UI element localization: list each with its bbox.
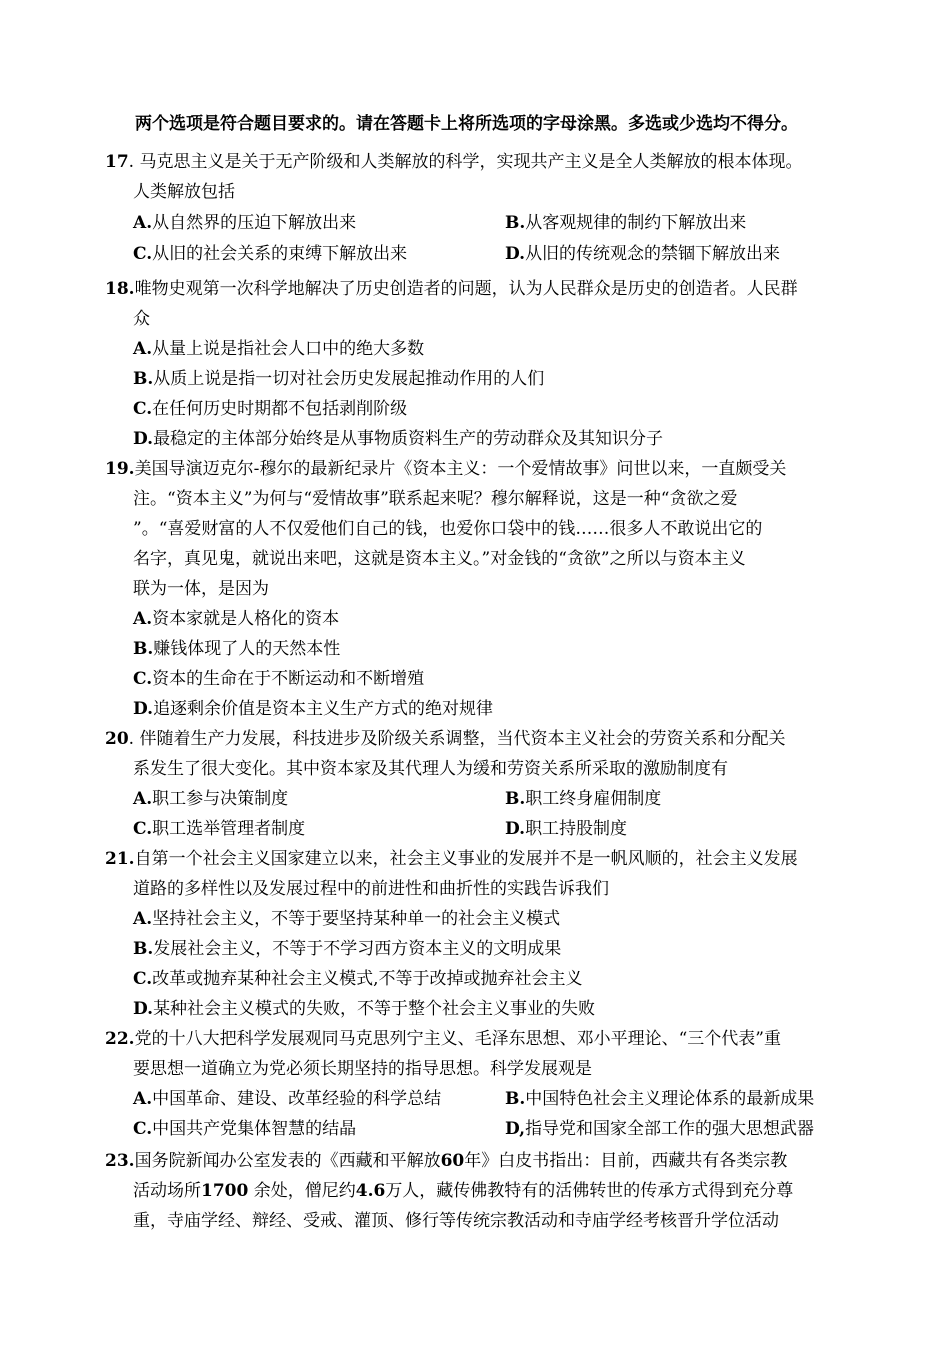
question-22-stem-line-1: 22.党的十八大把科学发展观同马克思列宁主义、毛泽东思想、邓小平理论、“三个代表”重 (105, 1029, 781, 1049)
option-d[interactable]: D.某种社会主义模式的失败，不等于整个社会主义事业的失败 (133, 999, 596, 1019)
question-19-stem-line-4: 名字，真见鬼，就说出来吧，这就是资本主义。”对金钱的“贪欲”之所以与资本主义 (133, 549, 746, 569)
question-23-stem-line-3: 重，寺庙学经、辩经、受戒、灌顶、修行等传统宗教活动和寺庙学经考核晋升学位活动 (133, 1211, 779, 1231)
option-c[interactable]: C.中国共产党集体智慧的结晶 (133, 1119, 357, 1139)
question-number: 17 (105, 152, 129, 172)
question-number: 19. (105, 459, 135, 479)
option-a[interactable]: A.坚持社会主义，不等于要坚持某种单一的社会主义模式 (133, 909, 561, 929)
option-a[interactable]: A.从量上说是指社会人口中的绝大多数 (133, 339, 425, 359)
option-c[interactable]: C.在任何历史时期都不包括剥削阶级 (133, 399, 408, 419)
option-c[interactable]: C.从旧的社会关系的束缚下解放出来 (133, 244, 408, 264)
question-17-stem-line-2: 人类解放包括 (133, 182, 235, 202)
question-17-stem-line-1: 17. 马克思主义是关于无产阶级和人类解放的科学，实现共产主义是全人类解放的根本体现。 (105, 152, 803, 172)
question-19-stem-line-2: 注。“资本主义”为何与“爱情故事”联系起来呢？穆尔解释说，这是一种“贪欲之爱 (133, 489, 738, 509)
option-d[interactable]: D.追逐剩余价值是资本主义生产方式的绝对规律 (133, 699, 494, 719)
option-b[interactable]: B.中国特色社会主义理论体系的最新成果 (505, 1089, 815, 1109)
question-number: 21. (105, 849, 135, 869)
option-b[interactable]: B.从质上说是指一切对社会历史发展起推动作用的人们 (133, 369, 545, 389)
question-18-stem-line-1: 18.唯物史观第一次科学地解决了历史创造者的问题，认为人民群众是历史的创造者。人民群 (105, 279, 798, 299)
option-b[interactable]: B.职工终身雇佣制度 (505, 789, 662, 809)
option-a[interactable]: A.资本家就是人格化的资本 (133, 609, 340, 629)
option-a[interactable]: A.中国革命、建设、改革经验的科学总结 (133, 1089, 442, 1109)
question-21-stem-line-2: 道路的多样性以及发展过程中的前进性和曲折性的实践告诉我们 (133, 879, 609, 899)
question-number: 20 (105, 729, 129, 749)
question-23-stem-line-2: 活动场所1700 余处，僧尼约4.6万人，藏传佛教特有的活佛转世的传承方式得到充分尊 (133, 1181, 794, 1201)
question-22-stem-line-2: 要思想一道确立为党必须长期坚持的指导思想。科学发展观是 (133, 1059, 592, 1079)
option-c[interactable]: C.职工选举管理者制度 (133, 819, 306, 839)
question-23-stem-line-1: 23.国务院新闻办公室发表的《西藏和平解放60年》白皮书指出：目前，西藏共有各类宗教 (105, 1151, 788, 1171)
question-19-stem-line-3: ”。“喜爱财富的人不仅爱他们自己的钱，也爱你口袋中的钱……很多人不敢说出它的 (133, 519, 763, 539)
option-d[interactable]: D.最稳定的主体部分始终是从事物质资料生产的劳动群众及其知识分子 (133, 429, 664, 449)
option-a[interactable]: A.从自然界的压迫下解放出来 (133, 213, 357, 233)
option-d[interactable]: D.职工持股制度 (505, 819, 628, 839)
option-a[interactable]: A.职工参与决策制度 (133, 789, 289, 809)
question-19-stem-line-5: 联为一体，是因为 (133, 579, 269, 599)
option-b[interactable]: B.从客观规律的制约下解放出来 (505, 213, 747, 233)
question-number: 22. (105, 1029, 135, 1049)
question-number: 23. (105, 1151, 135, 1171)
option-d[interactable]: D,指导党和国家全部工作的强大思想武器 (505, 1119, 815, 1139)
option-c[interactable]: C.资本的生命在于不断运动和不断增殖 (133, 669, 425, 689)
question-19-stem-line-1: 19.美国导演迈克尔-穆尔的最新纪录片《资本主义：一个爱情故事》问世以来，一直颇受关 (105, 459, 787, 479)
option-c[interactable]: C.改革或抛弃某种社会主义模式,不等于改掉或抛弃社会主义 (133, 969, 583, 989)
question-20-stem-line-1: 20. 伴随着生产力发展，科技进步及阶级关系调整，当代资本主义社会的劳资关系和分配关 (105, 729, 786, 749)
option-d[interactable]: D.从旧的传统观念的禁锢下解放出来 (505, 244, 781, 264)
section-instruction: 两个选项是符合题目要求的。请在答题卡上将所选项的字母涂黑。多选或少选均不得分。 (135, 114, 798, 134)
question-18-stem-line-2: 众 (133, 309, 150, 329)
option-b[interactable]: B.赚钱体现了人的天然本性 (133, 639, 341, 659)
question-21-stem-line-1: 21.自第一个社会主义国家建立以来，社会主义事业的发展并不是一帆风顺的，社会主义发展 (105, 849, 798, 869)
option-b[interactable]: B.发展社会主义，不等于不学习西方资本主义的文明成果 (133, 939, 562, 959)
question-number: 18. (105, 279, 135, 299)
question-20-stem-line-2: 系发生了很大变化。其中资本家及其代理人为缓和劳资关系所采取的激励制度有 (133, 759, 728, 779)
